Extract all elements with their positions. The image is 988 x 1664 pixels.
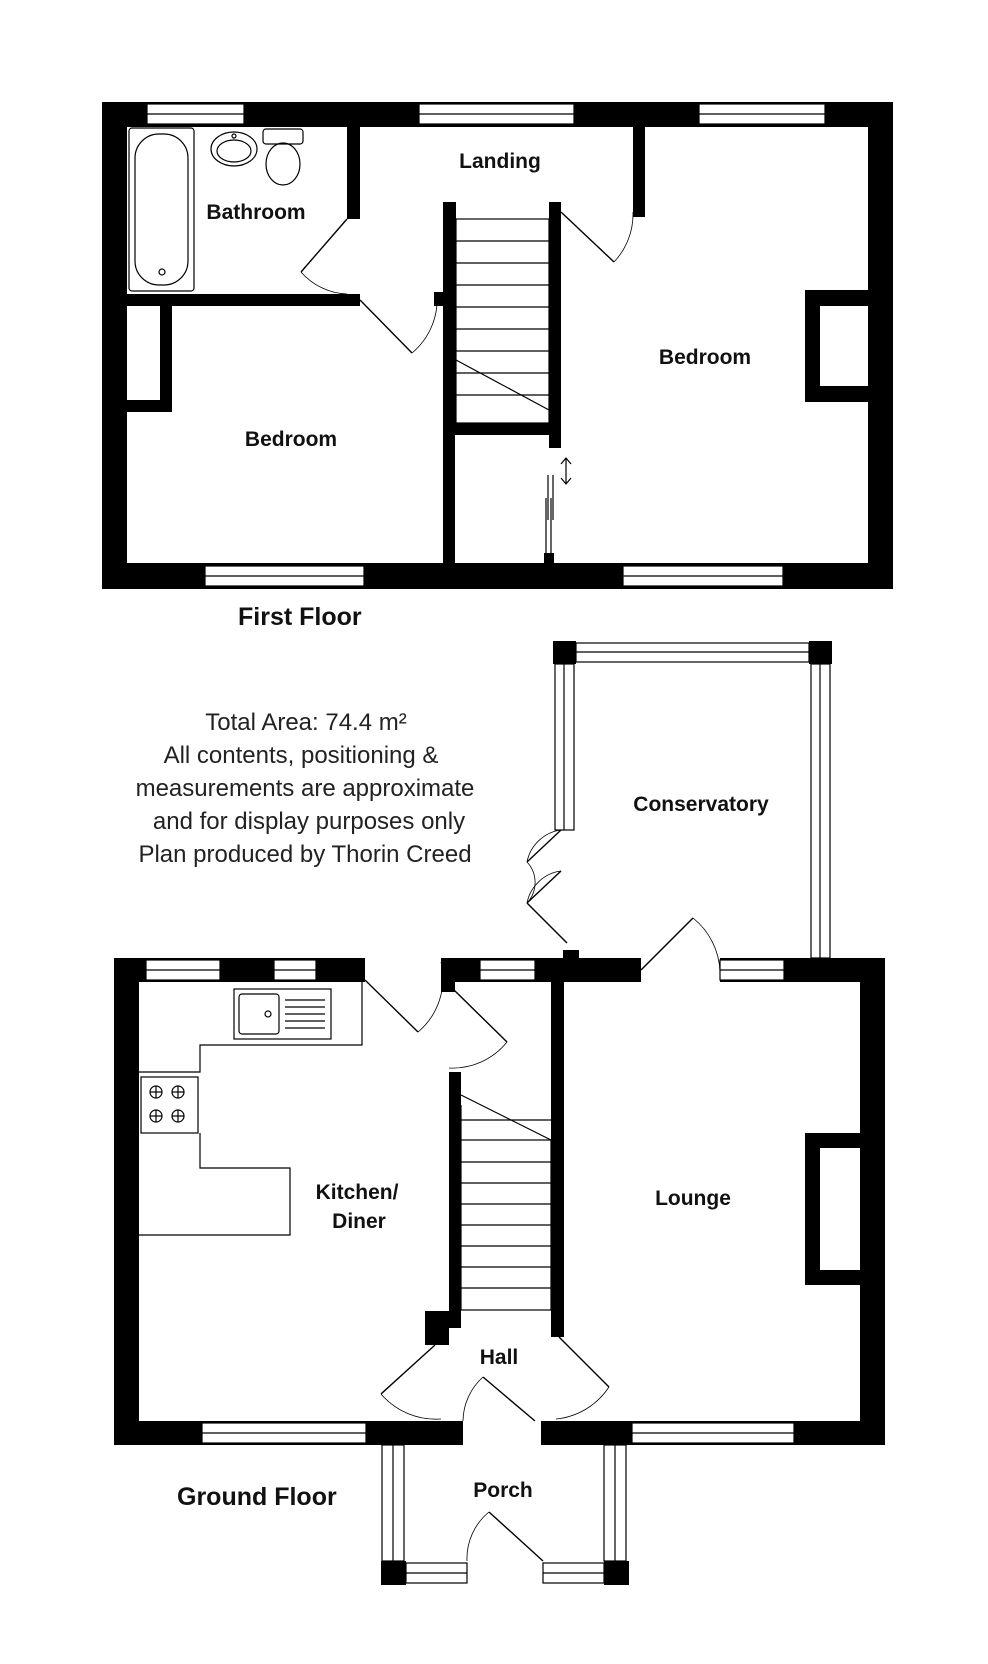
stairs-ground-floor <box>461 1095 551 1310</box>
room-label-bedroom-left: Bedroom <box>244 428 338 451</box>
bathtub <box>129 128 194 291</box>
stair-wall-left <box>443 202 456 428</box>
bathroom-wall-bottom <box>127 294 360 306</box>
stair-wall-right <box>549 202 561 448</box>
total-area-note: Total Area: 74.4 m² <box>205 709 407 736</box>
floor-label-ground: Ground Floor <box>177 1483 337 1511</box>
stair-wall-bottom <box>443 423 561 435</box>
hall-lounge-wall <box>551 982 564 1337</box>
floor-label-first: First Floor <box>238 603 362 631</box>
closet-wall-bottom <box>127 400 172 412</box>
ground-wall-right <box>860 958 885 1445</box>
ground-wall-left <box>114 958 139 1445</box>
room-label-kitchen-line1: Kitchen/ <box>315 1181 399 1204</box>
room-label-lounge: Lounge <box>655 1187 731 1210</box>
ground-wall-top-hall <box>441 958 641 982</box>
bathroom-wall-right <box>347 127 360 219</box>
note-line-3: measurements are approximate <box>135 775 475 802</box>
wall-left-bedroom-divider <box>443 435 455 563</box>
first-floor-wall-left <box>102 102 127 589</box>
closet-wall-right <box>160 306 172 404</box>
room-label-kitchen-line2: Diner <box>332 1210 386 1233</box>
room-label-porch: Porch <box>473 1479 533 1502</box>
porch-structure <box>381 1445 629 1585</box>
kitchen-hall-wall <box>449 1072 461 1328</box>
first-floor-wall-right <box>868 102 893 589</box>
room-label-hall: Hall <box>479 1346 519 1369</box>
toilet-bowl <box>266 143 300 185</box>
first-floor-windows <box>147 104 825 586</box>
note-line-5: Plan produced by Thorin Creed <box>138 841 472 868</box>
room-label-bedroom-right: Bedroom <box>658 346 752 369</box>
room-label-conservatory: Conservatory <box>633 793 769 816</box>
basin <box>211 132 257 166</box>
room-label-bathroom: Bathroom <box>206 201 306 224</box>
toilet-cistern <box>263 129 303 144</box>
note-line-4: and for display purposes only <box>152 808 466 835</box>
plan-notes <box>136 709 475 868</box>
note-line-2: All contents, positioning & <box>163 742 439 769</box>
first-floor-plan <box>102 102 893 589</box>
room-label-landing: Landing <box>459 150 541 173</box>
hob <box>141 1077 198 1133</box>
landing-wall-right <box>633 127 645 217</box>
stairs-first-floor <box>456 219 549 423</box>
